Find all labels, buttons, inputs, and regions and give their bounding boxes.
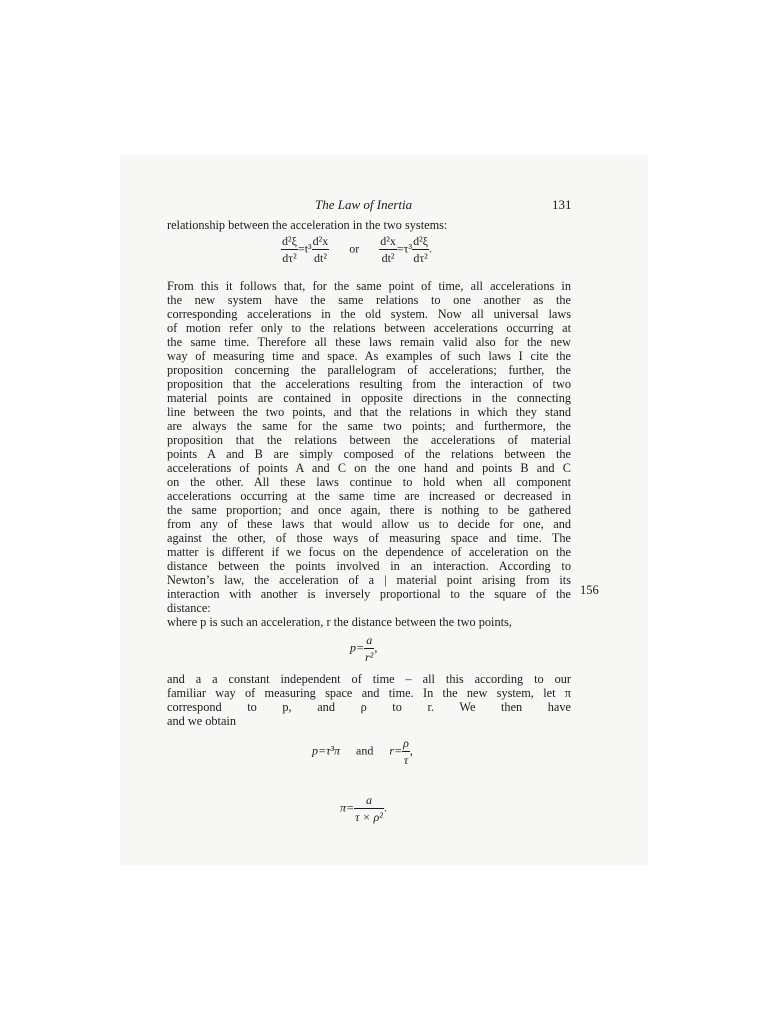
eq2-den: r² bbox=[365, 650, 374, 664]
text-line: where p is such an acceleration, r the distance between the two points, bbox=[167, 615, 512, 629]
text-line: distance: bbox=[167, 601, 211, 615]
eq1-mid-num: d²x bbox=[312, 234, 329, 248]
text-line: proposition that the accelerations resulting from the interaction of two bbox=[167, 377, 571, 391]
text-line: material points are contained in opposite directions in the connecting bbox=[167, 391, 571, 405]
text-line: matter is different if we focus on the dependence of acceleration on the bbox=[167, 545, 571, 559]
page-number: 131 bbox=[552, 197, 572, 212]
eq1-end-num: d²ξ bbox=[413, 234, 429, 248]
eq1-coef2: =τ³ bbox=[396, 241, 413, 256]
text-line: corresponding accelerations in the old system. Now all universal laws bbox=[167, 307, 571, 321]
text-line: proposition that the relations between the accelerations of material bbox=[167, 433, 571, 447]
eq3-den: τ bbox=[403, 753, 409, 767]
equation-transformation bbox=[312, 737, 413, 766]
eq1-connector: or bbox=[349, 241, 360, 256]
text-line: accelerations occurring at the same time are increased or decreased in bbox=[167, 489, 571, 503]
eq4-punct: . bbox=[383, 800, 387, 815]
eq2-lhs: p= bbox=[350, 640, 365, 655]
eq1-lhs-den: dτ² bbox=[282, 251, 297, 265]
equation-newton-law bbox=[350, 634, 377, 663]
text-line: and a a constant independent of time – all this according to our bbox=[167, 672, 571, 686]
text-line: relationship between the acceleration in the two systems: bbox=[167, 218, 448, 232]
eq2-punct: , bbox=[374, 640, 378, 655]
text-line: the same time. Therefore all these laws remain valid also for the new bbox=[167, 335, 571, 349]
eq1-lhs-num: d²ξ bbox=[282, 234, 297, 248]
text-line: from any of these laws that would allow us to decide for one, and bbox=[167, 517, 571, 531]
eq1-end-den: dτ² bbox=[413, 251, 428, 265]
text-line: points A and B are simply composed of the relations between the bbox=[167, 447, 571, 461]
equation-result bbox=[340, 794, 387, 823]
text-line: Newton’s law, the acceleration of a | material point arising from its bbox=[167, 573, 571, 587]
text-line: and we obtain bbox=[167, 714, 236, 728]
text-line: of motion refer only to the relations between accelerations occurring at bbox=[167, 321, 571, 335]
text-line: correspond to p, and ρ to r. We then have bbox=[167, 700, 571, 714]
equation-accel-relation bbox=[281, 235, 432, 264]
eq3-connector: and bbox=[356, 743, 374, 758]
eq3-left: p=τ³π bbox=[312, 743, 341, 758]
eq1-punct: . bbox=[429, 241, 433, 256]
eq1-mid-den: dt² bbox=[313, 251, 327, 265]
text-line: against the other, of those ways of measuring space and time. The bbox=[167, 531, 571, 545]
eq3-punct: , bbox=[409, 743, 413, 758]
eq3-num: ρ bbox=[403, 736, 409, 750]
text-line: line between the two points, and that the relations in which they stand bbox=[167, 405, 571, 419]
eq1-coef1: =t³ bbox=[297, 241, 312, 256]
eq4-num: a bbox=[354, 794, 384, 809]
eq2-num: a bbox=[364, 634, 374, 649]
text-line bbox=[167, 774, 571, 787]
text-line: way of measuring time and space. As examples of such laws I cite the bbox=[167, 349, 571, 363]
text-line: accelerations of points A and C on the one hand and points B and C bbox=[167, 461, 571, 475]
text-line: interaction with another is inversely proportional to the square of the bbox=[167, 587, 571, 601]
text-line: on the other. All these laws continue to hold when all component bbox=[167, 475, 571, 489]
text-line: proposition concerning the parallelogram of accelerations; further, the bbox=[167, 363, 571, 377]
text-line: are always the same for the same two points; and furthermore, the bbox=[167, 419, 571, 433]
margin-page-reference: 156 bbox=[580, 583, 599, 597]
eq3-r-lhs: r= bbox=[389, 743, 403, 758]
text-line: From this it follows that, for the same point of time, all accelerations in bbox=[167, 279, 571, 293]
text-line: familiar way of measuring space and time. In the new system, let π bbox=[167, 686, 571, 700]
text-line: the same proportion; and once again, there is nothing to be gathered bbox=[167, 503, 571, 517]
text-line: the new system have the same relations to one another as the bbox=[167, 293, 571, 307]
eq1-rhs-num: d²x bbox=[380, 234, 396, 248]
text-line: distance between the points involved in an interaction. According to bbox=[167, 559, 571, 573]
eq1-rhs-den: dt² bbox=[381, 251, 395, 265]
running-head: The Law of Inertia bbox=[315, 197, 413, 212]
eq4-lhs: π= bbox=[340, 800, 355, 815]
eq4-den: τ × ρ² bbox=[355, 810, 383, 824]
